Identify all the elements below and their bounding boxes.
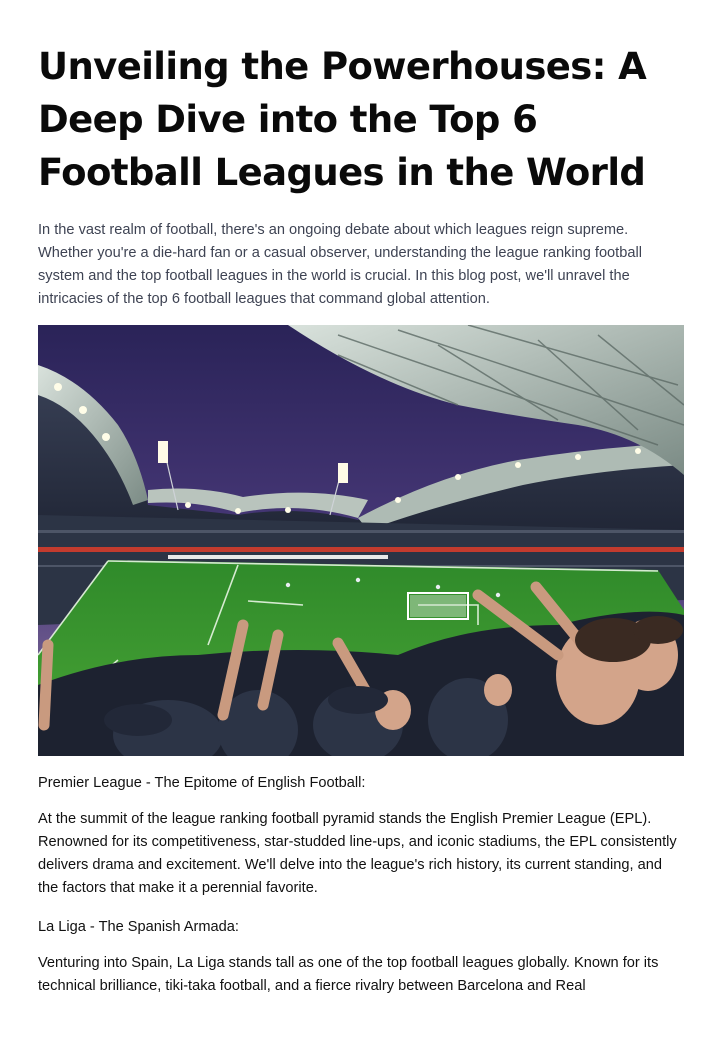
article-title: Unveiling the Powerhouses: A Deep Dive into the Top 6 Football Leagues in the World: [38, 45, 647, 194]
stadium-photo: [38, 325, 684, 756]
section-body-premier-league: At the summit of the league ranking football pyramid stands the English Premier League (EPL). Renowned for its competitiveness, star-studded line-ups, and iconic stadiums, the EPL consistently delivers drama and excitement. We'll delve into the league's rich history, its current standing, and the factors that make it a perennial favorite.: [38, 811, 677, 896]
section-body-la-liga: Venturing into Spain, La Liga stands tall as one of the top football leagues globally. Known for its technical brilliance, tiki-taka football, and a fierce rivalry between Barcelona and Real: [38, 955, 659, 994]
article-intro: In the vast realm of football, there's an ongoing debate about which leagues reign supreme. Whether you're a die-hard fan or a casual observer, understanding the league ranking football system and the top football leagues in the world is crucial. In this blog post, we'll unravel the intricacies of the top 6 football leagues that command global attention.: [38, 222, 642, 307]
section-heading-premier-league: Premier League - The Epitome of English Football:: [38, 775, 366, 791]
section-heading-la-liga: La Liga - The Spanish Armada:: [38, 919, 239, 935]
article: [38, 0, 684, 998]
